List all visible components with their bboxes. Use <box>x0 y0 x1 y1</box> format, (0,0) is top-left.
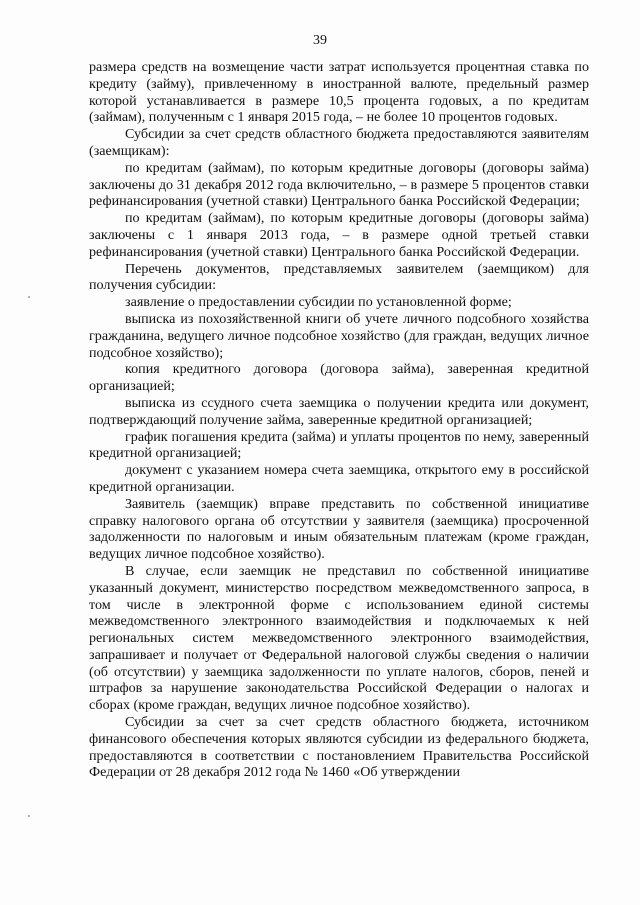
paragraph: заявление о предоставлении субсидии по установленной форме; <box>125 294 512 311</box>
paragraph: выписка из ссудного счета заемщика о получении кредита или документ, подтверждающий получение займа, заверенные кредитной организацией; <box>89 394 589 428</box>
scan-dot <box>28 815 30 817</box>
page-number: 39 <box>313 33 327 48</box>
paragraph: размера средств на возмещение части затрат используется процентная ставка по кредиту (займу), привлеченному в иностранной валюте, предельный размер которой устанавливается в размере 10,5 процента годовых, а по кредитам (займам), полученным с 1 января 2015 года, – не более 10 процентов годовых. <box>89 59 589 126</box>
paragraph: Заявитель (заемщик) вправе представить по собственной инициативе справку налогового органа об отсутствии у заявителя (заемщика) просроченной задолженности по налоговым и иным обязательным платежам (кроме граждан, ведущих личное подсобное хозяйство). <box>89 495 589 563</box>
paragraph: Субсидии за счет средств областного бюджета предоставляются заявителям (заемщикам): <box>89 126 589 159</box>
paragraph: выписка из похозяйственной книги об учете личного подсобного хозяйства гражданина, ведущего личное подсобное хозяйство (для граждан, ведущих личное подсобное хозяйство); <box>89 310 589 361</box>
document-body <box>89 59 589 781</box>
paragraph: В случае, если заемщик не представил по собственной инициативе указанный документ, министерство посредством межведомственного запроса, в том числе в электронной форме с использованием единой системы межведомственного электронного взаимодействия и подключаемых к ней региональных систем межведомственного электронного взаимодействия, запрашивает и получает от Федеральной налоговой службы сведения о наличии (об отсутствии) у заемщика задолженности по уплате налогов, сборов, пеней и штрафов за нарушение законодательства Российской Федерации о налогах и сборах (кроме граждан, ведущих личное подсобное хозяйство). <box>89 562 589 714</box>
paragraph: по кредитам (займам), по которым кредитные договоры (договоры займа) заключены с 1 января 2013 года, – в размере одной третьей ставки рефинансирования (учетной ставки) Центрального банка Российской Федерации. <box>89 210 589 260</box>
paragraph: по кредитам (займам), по которым кредитные договоры (договоры займа) заключены до 31 декабря 2012 года включительно, – в размере 5 процентов ставки рефинансирования (учетной ставки) Центрального банка Российской Федерации; <box>89 159 589 210</box>
paragraph: копия кредитного договора (договора займа), заверенная кредитной организацией; <box>89 361 589 395</box>
scan-dot <box>28 296 30 298</box>
paragraph: Субсидии за счет за счет средств областного бюджета, источником финансового обеспечения которых являются субсидии из федерального бюджета, предоставляются в соответствии с постановлением Правительства Российской Федерации от 28 декабря 2012 года № 1460 «Об утверждении <box>89 714 589 781</box>
paragraph: график погашения кредита (займа) и уплаты процентов по нему, заверенный кредитной организацией; <box>89 428 589 462</box>
paragraph: Перечень документов, представляемых заявителем (заемщиком) для получения субсидии: <box>89 260 589 294</box>
paragraph: документ с указанием номера счета заемщика, открытого ему в российской кредитной организации. <box>89 462 589 495</box>
